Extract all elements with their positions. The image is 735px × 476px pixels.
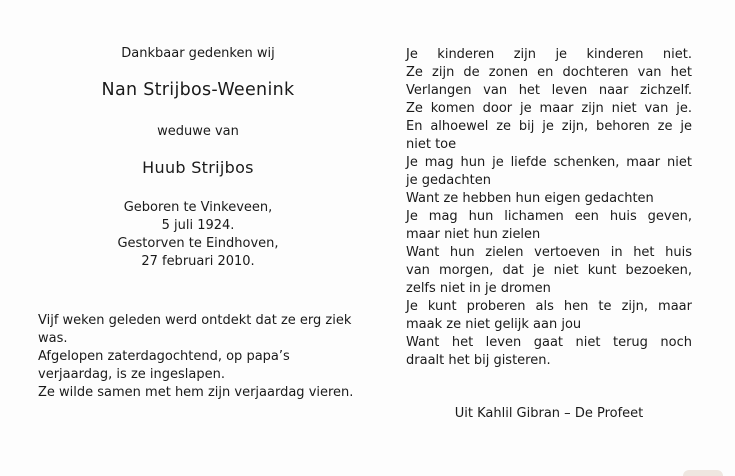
story-paragraph: Afgelopen zaterdagochtend, op papa’s verjaardag, is ze ingeslapen. [38,349,290,382]
poem-line: En alhoewel ze bij je zijn, behoren ze je [406,119,692,134]
husband-name: Huub Strijbos [142,158,254,177]
death-place: Gestorven te Eindhoven, [117,236,279,251]
poem-line: Je mag hun je liefde schenken, maar niet [406,155,692,170]
poem-line: je gedachten [406,173,491,188]
story-paragraph: Ze wilde samen met hem zijn verjaardag vieren. [38,385,354,400]
poem-line: Ze komen door je maar zijn niet van je. [406,101,692,116]
widow-of-text: weduwe van [157,124,239,139]
poem-line: van morgen, dat je niet kunt bezoeken, [406,263,692,278]
poem-credit: Uit Kahlil Gibran – De Profeet [454,406,644,421]
poem-line: maar niet hun zielen [406,227,541,242]
poem-line: Ze zijn de zonen en dochteren van het [406,65,692,80]
poem-line: Je kunt proberen als hen te zijn, maar [406,299,692,314]
birth-place: Geboren te Vinkeveen, [123,200,273,215]
poem-line: Want ze hebben hun eigen gedachten [406,191,654,206]
corner-mark [683,470,723,476]
poem-line: Want hun zielen vertoeven in het huis [406,245,692,260]
poem-line: maak ze niet gelijk aan jou [406,317,582,332]
story-paragraph: Vijf weken geleden werd ontdekt dat ze erg ziek was. [38,313,352,346]
poem-line: Verlangen van het leven naar zichzelf. [406,83,692,98]
poem-line: Je kinderen zijn je kinderen niet. [406,47,692,62]
poem-line: zelfs niet in je dromen [406,281,551,296]
poem-line: niet toe [406,137,457,152]
story-text [38,312,358,402]
death-date: 27 februari 2010. [141,254,255,269]
poem [406,46,692,370]
poem-line: draalt het bij gisteren. [406,353,551,368]
intro-text: Dankbaar gedenken wij [121,46,275,61]
poem-line: Je mag hun lichamen een huis geven, [406,209,692,224]
poem-line: Want het leven gaat niet terug noch [406,335,692,350]
deceased-name: Nan Strijbos-Weenink [101,80,295,100]
birth-death-info [38,199,358,271]
birth-date: 5 juli 1924. [161,218,235,233]
